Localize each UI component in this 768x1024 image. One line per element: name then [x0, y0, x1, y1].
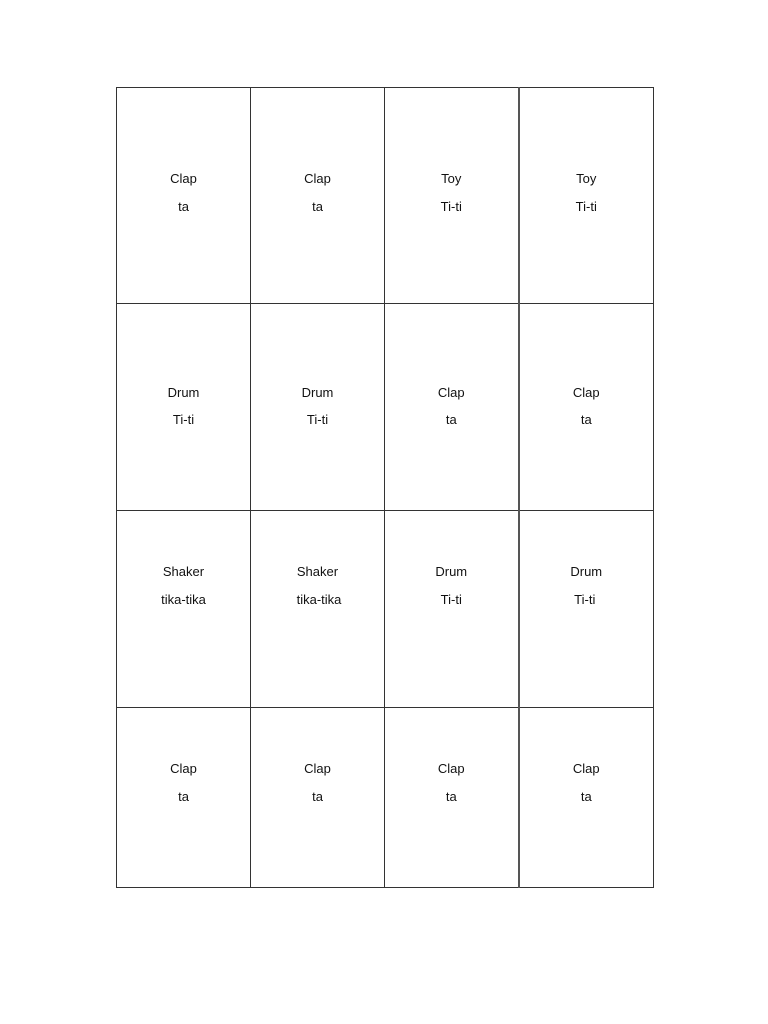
card-rhythm: Ti-ti	[440, 592, 462, 607]
rhythm-card	[117, 511, 251, 708]
card-instrument: Clap	[304, 761, 331, 776]
card-row	[117, 304, 654, 511]
card-instrument: Drum	[570, 564, 603, 579]
rhythm-card	[519, 511, 654, 708]
rhythm-card	[385, 88, 519, 304]
rhythm-card	[117, 708, 251, 888]
rhythm-card	[117, 88, 251, 304]
card-instrument: Toy	[441, 171, 462, 186]
card-instrument: Drum	[435, 564, 468, 579]
card-row	[117, 88, 654, 304]
card-rhythm: ta	[178, 789, 189, 804]
card-instrument: Shaker	[162, 564, 205, 579]
rhythm-card	[251, 708, 385, 888]
card-rhythm: Ti-ti	[575, 199, 597, 214]
card-rhythm: ta	[312, 789, 323, 804]
rhythm-card	[385, 511, 519, 708]
card-instrument: Clap	[170, 761, 197, 776]
card-rhythm: ta	[580, 412, 592, 427]
card-instrument: Shaker	[296, 564, 339, 579]
card-instrument: Clap	[437, 761, 465, 776]
card-instrument: Clap	[437, 385, 465, 400]
card-row	[117, 708, 654, 888]
card-rhythm: Ti-ti	[172, 412, 195, 427]
card-instrument: Clap	[304, 171, 331, 186]
card-rhythm: ta	[445, 412, 457, 427]
card-instrument: Clap	[170, 171, 197, 186]
rhythm-card	[519, 88, 654, 304]
rhythm-card	[385, 708, 519, 888]
card-rhythm: Ti-ti	[574, 592, 596, 607]
card-instrument: Drum	[301, 385, 334, 400]
card-rhythm: ta	[445, 789, 457, 804]
rhythm-card	[519, 304, 654, 511]
rhythm-card	[251, 304, 385, 511]
card-rhythm: ta	[312, 199, 323, 214]
card-instrument: Drum	[167, 385, 200, 400]
card-rhythm: tika-tika	[296, 592, 342, 607]
card-rhythm: ta	[178, 199, 189, 214]
rhythm-card	[117, 304, 251, 511]
card-row	[117, 511, 654, 708]
rhythm-card	[519, 708, 654, 888]
rhythm-card	[385, 304, 519, 511]
rhythm-card	[251, 511, 385, 708]
card-rhythm: tika-tika	[161, 592, 206, 607]
card-rhythm: Ti-ti	[306, 412, 329, 427]
card-instrument: Toy	[576, 171, 597, 186]
rhythm-card	[251, 88, 385, 304]
rhythm-card-grid	[116, 87, 654, 888]
card-instrument: Clap	[572, 385, 600, 400]
card-rhythm: ta	[580, 789, 592, 804]
card-rhythm: Ti-ti	[440, 199, 462, 214]
card-instrument: Clap	[572, 761, 600, 776]
